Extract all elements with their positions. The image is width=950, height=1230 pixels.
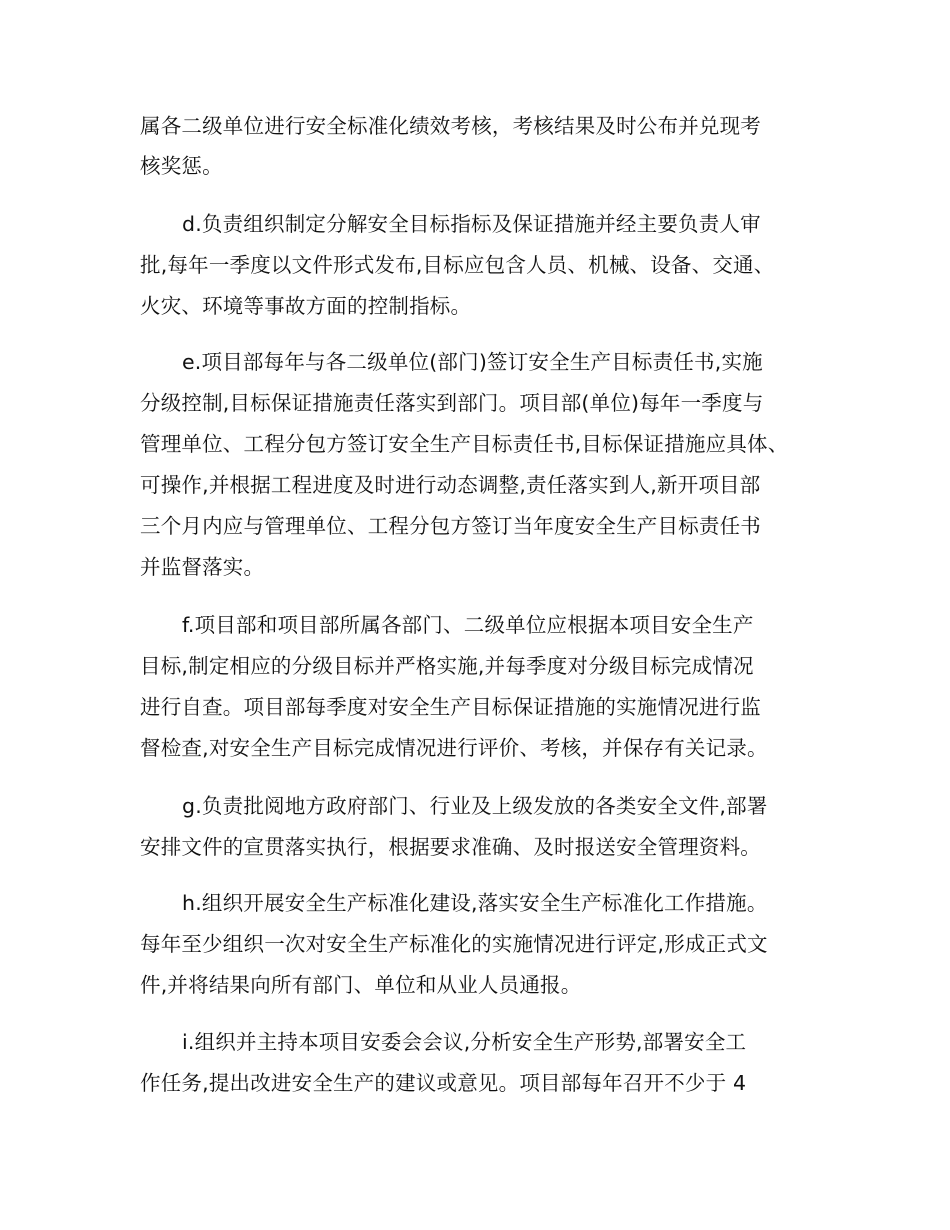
text-line: 件,并将结果向所有部门、单位和从业人员通报。	[140, 973, 582, 997]
text-line: 属各二级单位进行安全标准化绩效考核，考核结果及时公布并兑现考	[140, 114, 761, 138]
text-line: 分级控制,目标保证措施责任落实到部门。项目部(单位)每年一季度与	[140, 391, 764, 415]
paragraph-f-line: f.项目部和项目部所属各部门、二级单位应根据本项目安全生产	[182, 613, 754, 637]
paragraph-e-line: e.项目部每年与各二级单位(部门)签订安全生产目标责任书,实施	[182, 350, 763, 374]
paragraph-i-line: i.组织并主持本项目安委会会议,分析安全生产形势,部署安全工	[182, 1030, 747, 1054]
text-line: 进行自查。项目部每季度对安全生产目标保证措施的实施情况进行监	[140, 695, 761, 719]
paragraph-h-line: h.组织开展安全生产标准化建设,落实安全生产标准化工作措施。	[182, 891, 768, 915]
paragraph-g-line: g.负责批阅地方政府部门、行业及上级发放的各类安全文件,部署	[182, 794, 768, 818]
text-line: 每年至少组织一次对安全生产标准化的实施情况进行评定,形成正式文	[140, 932, 768, 956]
text-line: 火灾、环境等事故方面的控制指标。	[140, 294, 472, 318]
text-line: 督检查,对安全生产目标完成情况进行评价、考核，并保存有关记录。	[140, 736, 768, 760]
text-line: 并监督落实。	[140, 555, 265, 579]
text-line: 批,每年一季度以文件形式发布,目标应包含人员、机械、设备、交通、	[140, 253, 775, 277]
paragraph-d-line: d.负责组织制定分解安全目标指标及保证措施并经主要负责人审	[182, 212, 761, 236]
text-line: 目标,制定相应的分级目标并严格实施,并每季度对分级目标完成情况	[140, 654, 754, 678]
text-line: 安排文件的宣贯落实执行，根据要求准确、及时报送安全管理资料。	[140, 835, 761, 859]
text-line: 管理单位、工程分包方签订安全生产目标责任书,目标保证措施应具体、	[140, 432, 789, 456]
text-line: 作任务,提出改进安全生产的建议或意见。项目部每年召开不少于 4	[140, 1071, 747, 1095]
text-line: 可操作,并根据工程进度及时进行动态调整,责任落实到人,新开项目部	[140, 473, 761, 497]
text-line: 三个月内应与管理单位、工程分包方签订当年度安全生产目标责任书	[140, 514, 761, 538]
text-line: 核奖惩。	[140, 154, 223, 178]
